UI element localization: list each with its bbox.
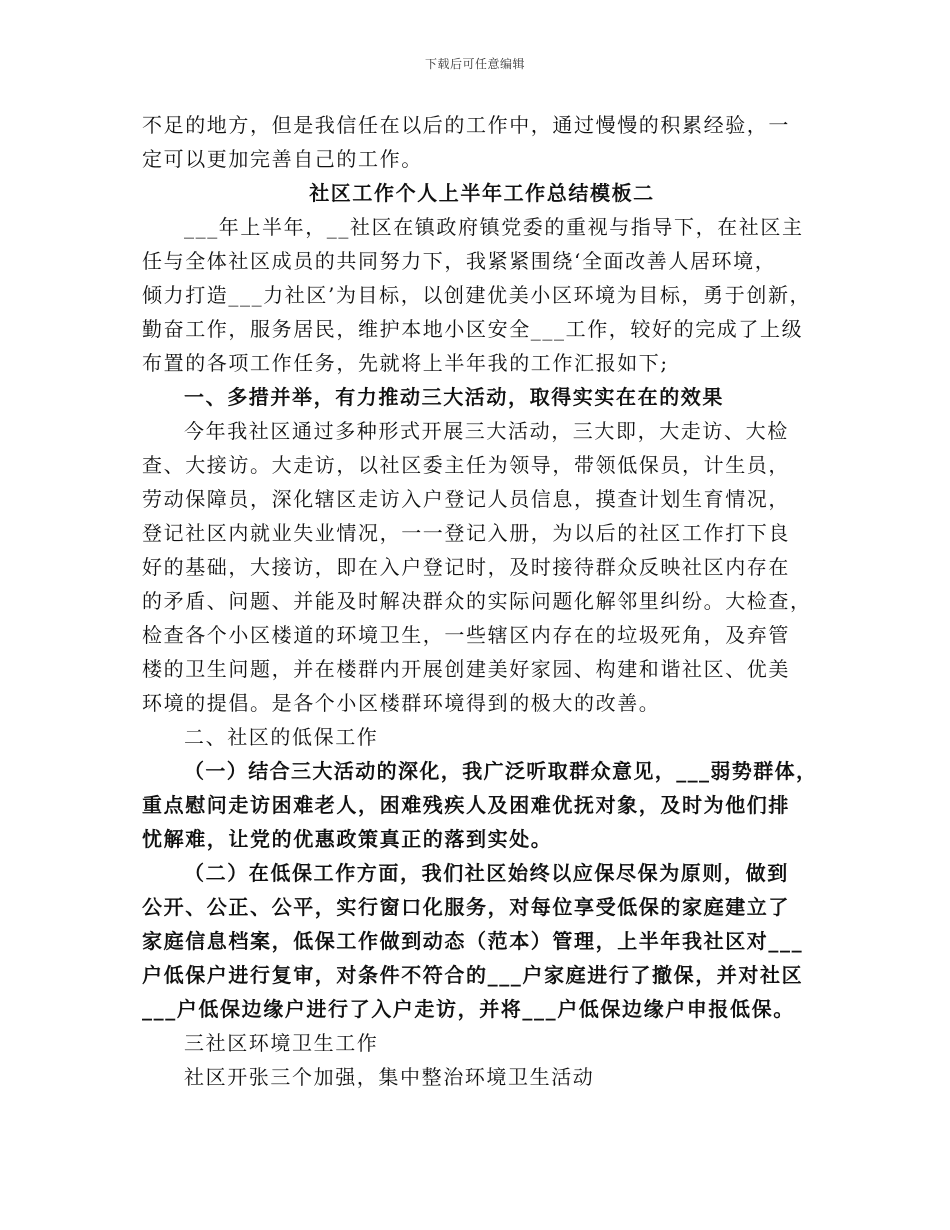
text-line: 公开、公正、公平，实行窗口化服务，对每位享受低保的家庭建立了 (142, 895, 790, 919)
text-line: 查、大接访。大走访，以社区委主任为领导，带领低保员，计生员， (142, 453, 790, 477)
text-line: 定可以更加完善自己的工作。 (142, 147, 423, 171)
text-line: 不足的地方，但是我信任在以后的工作中，通过慢慢的积累经验，一 (142, 113, 790, 137)
text-line: 楼的卫生问题，并在楼群内开展创建美好家园、构建和谐社区、优美 (142, 657, 790, 681)
text-line: 任与全体社区成员的共同努力下，我紧紧围绕‘全面改善人居环境， (142, 249, 777, 273)
text-line: 户低保户进行复审，对条件不符合的___户家庭进行了撤保，并对社区 (142, 963, 804, 987)
text-line: （一）结合三大活动的深化，我广泛听取群众意见，___弱势群体， (184, 759, 818, 783)
text-line: 社区开张三个加强，集中整治环境卫生活动 (184, 1065, 595, 1089)
text-line: 好的基础，大接访，即在入户登记时，及时接待群众反映社区内存在 (142, 555, 790, 579)
text-line: （二）在低保工作方面，我们社区始终以应保尽保为原则，做到 (184, 861, 789, 885)
text-line: ___年上半年，__社区在镇政府镇党委的重视与指导下，在社区主 (184, 215, 804, 239)
text-line: 勤奋工作，服务居民，维护本地小区安全___工作，较好的完成了上级 (142, 317, 804, 341)
text-line: 忧解难，让党的优惠政策真正的落到实处。 (142, 827, 553, 851)
text-line: 重点慰问走访困难老人，困难残疾人及困难优抚对象，及时为他们排 (142, 793, 790, 817)
text-line: 环境的提倡。是各个小区楼群环境得到的极大的改善。 (142, 691, 661, 715)
text-line: 今年我社区通过多种形式开展三大活动，三大即，大走访、大检 (184, 419, 789, 443)
text-line: 家庭信息档案，低保工作做到动态（范本）管理，上半年我社区对___ (142, 929, 804, 953)
text-line: 一、多措并举，有力推动三大活动，取得实实在在的效果 (184, 385, 724, 409)
text-line: 布置的各项工作任务，先就将上半年我的工作汇报如下; (142, 351, 669, 375)
text-line: 检查各个小区楼道的环境卫生，一些辖区内存在的垃圾死角，及弃管 (142, 623, 790, 647)
text-line: 登记社区内就业失业情况，一一登记入册，为以后的社区工作打下良 (142, 521, 790, 545)
text-line: 的矛盾、问题、并能及时解决群众的实际问题化解邻里纠纷。大检查， (142, 589, 812, 613)
text-line: 三社区环境卫生工作 (184, 1031, 379, 1055)
header-note: 下载后可任意编辑 (424, 57, 525, 71)
document-body (142, 108, 822, 1094)
text-line: 二、社区的低保工作 (184, 725, 379, 749)
text-line: 劳动保障员，深化辖区走访入户登记人员信息，摸查计划生育情况， (142, 487, 790, 511)
text-line: ___户低保边缘户进行了入户走访，并将___户低保边缘户申报低保。 (142, 997, 795, 1021)
text-line: 倾力打造___力社区’为目标，以创建优美小区环境为目标，勇于创新， (142, 283, 812, 307)
section-title: 社区工作个人上半年工作总结模板二 (309, 181, 655, 205)
